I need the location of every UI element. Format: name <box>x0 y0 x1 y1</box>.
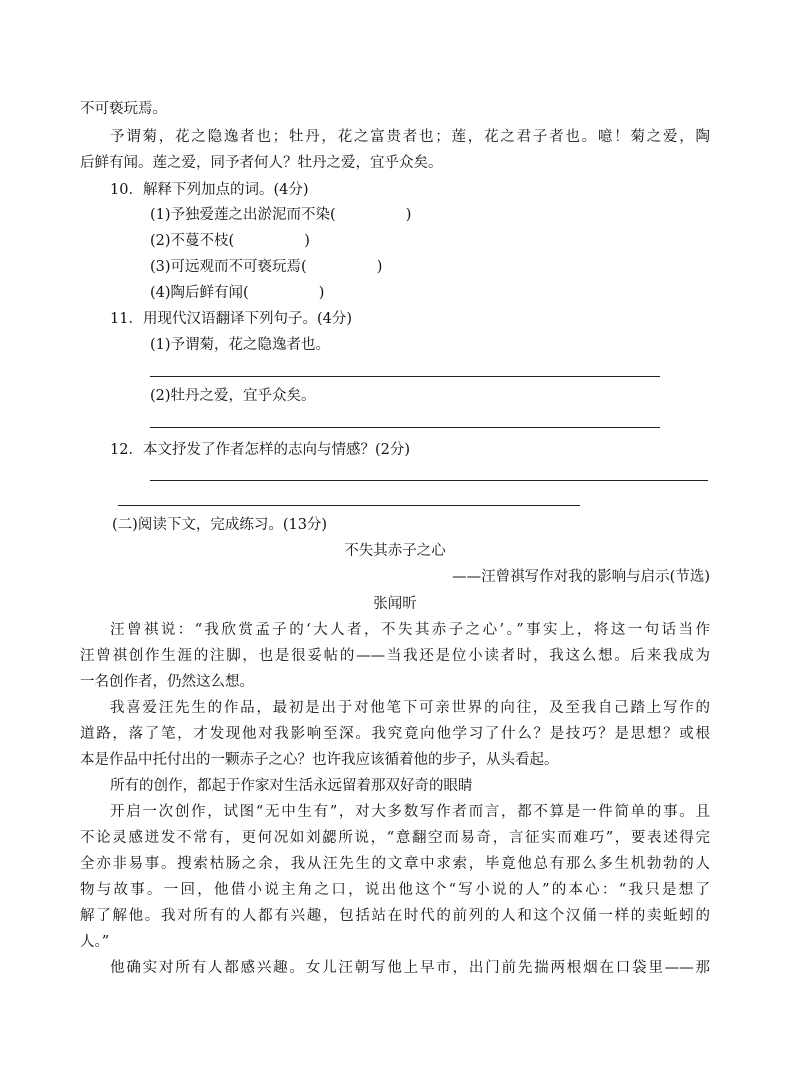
passage-line: 后鲜有闻。莲之爱，同予者何人？牡丹之爱，宜乎众矣。 <box>80 155 443 171</box>
question-11-item-1: (1)予谓菊，花之隐逸者也。 <box>150 337 331 353</box>
question-12-stem: 12．本文抒发了作者怎样的志向与情感？(2分) <box>110 442 410 458</box>
question-10-item-2: (2)不蔓不枝( ) <box>150 233 310 249</box>
question-11-item-2: (2)牡丹之爱，宜乎众矣。 <box>150 388 316 404</box>
paragraph-line: 开启一次创作，试图“无中生有”，对大多数写作者而言，都不算是一件简单的事。且 <box>110 804 710 820</box>
paragraph-line: 解了解他。我对所有的人都有兴趣，包括站在时代的前列的人和这个汉俑一样的卖蚯蚓的 <box>80 908 710 924</box>
article-author: 张闻昕 <box>373 596 417 612</box>
question-10-stem: 10．解释下列加点的词。(4分) <box>110 182 309 198</box>
paragraph-line: 我喜爱汪先生的作品，最初是出于对他笔下可亲世界的向往，及至我自己踏上写作的 <box>110 700 710 716</box>
paragraph-line: 汪曾祺说：“我欣赏孟子的‘大人者，不失其赤子之心’。”事实上，将这一句话当作 <box>110 622 710 638</box>
article-subtitle: ——汪曾祺写作对我的影响与启示(节选) <box>452 569 710 585</box>
answer-line[interactable] <box>118 505 580 506</box>
article-title: 不失其赤子之心 <box>344 543 446 559</box>
question-11-stem: 11．用现代汉语翻译下列句子。(4分) <box>110 311 352 327</box>
paragraph-line: 道路，落了笔，才发现他对我影响至深。我究竟向他学习了什么？是技巧？是思想？或根 <box>80 726 710 742</box>
paragraph-line: 物与故事。一回，他借小说主角之口，说出他这个“写小说的人”的本心：“我只是想了 <box>80 882 710 898</box>
paragraph-line: 本是作品中托付出的一颗赤子之心？也许我应该循着他的步子，从头看起。 <box>80 752 559 768</box>
answer-line[interactable] <box>150 480 708 481</box>
paragraph-line: 一名创作者，仍然这么想。 <box>80 674 254 690</box>
paragraph-line: 人。” <box>80 934 110 950</box>
paragraph-line: 不论灵感迸发不常有，更何况如刘勰所说，“意翻空而易奇，言征实而难巧”，要表述得完 <box>80 830 710 846</box>
question-10-item-1: (1)予独爱莲之出淤泥而不染( ) <box>150 207 412 223</box>
question-10-item-4: (4)陶后鲜有闻( ) <box>150 285 325 301</box>
paragraph-line: 汪曾祺创作生涯的注脚，也是很妥帖的——当我还是位小读者时，我这么想。后来我成为 <box>80 648 710 664</box>
section-2-header: (二)阅读下文，完成练习。(13分) <box>112 517 328 533</box>
passage-line: 予谓菊，花之隐逸者也；牡丹，花之富贵者也；莲，花之君子者也。噫！菊之爱，陶 <box>110 129 710 145</box>
answer-line[interactable] <box>150 376 660 377</box>
passage-line: 不可亵玩焉。 <box>80 101 167 117</box>
paragraph-line: 他确实对所有人都感兴趣。女儿汪朝写他上早市，出门前先揣两根烟在口袋里——那 <box>110 960 710 976</box>
section-heading: 所有的创作，都起于作家对生活永远留着那双好奇的眼睛 <box>110 778 473 794</box>
paragraph-line: 全亦非易事。搜索枯肠之余，我从汪先生的文章中求索，毕竟他总有那么多生机勃勃的人 <box>80 856 710 872</box>
question-10-item-3: (3)可远观而不可亵玩焉( ) <box>150 259 383 275</box>
answer-line[interactable] <box>150 427 660 428</box>
